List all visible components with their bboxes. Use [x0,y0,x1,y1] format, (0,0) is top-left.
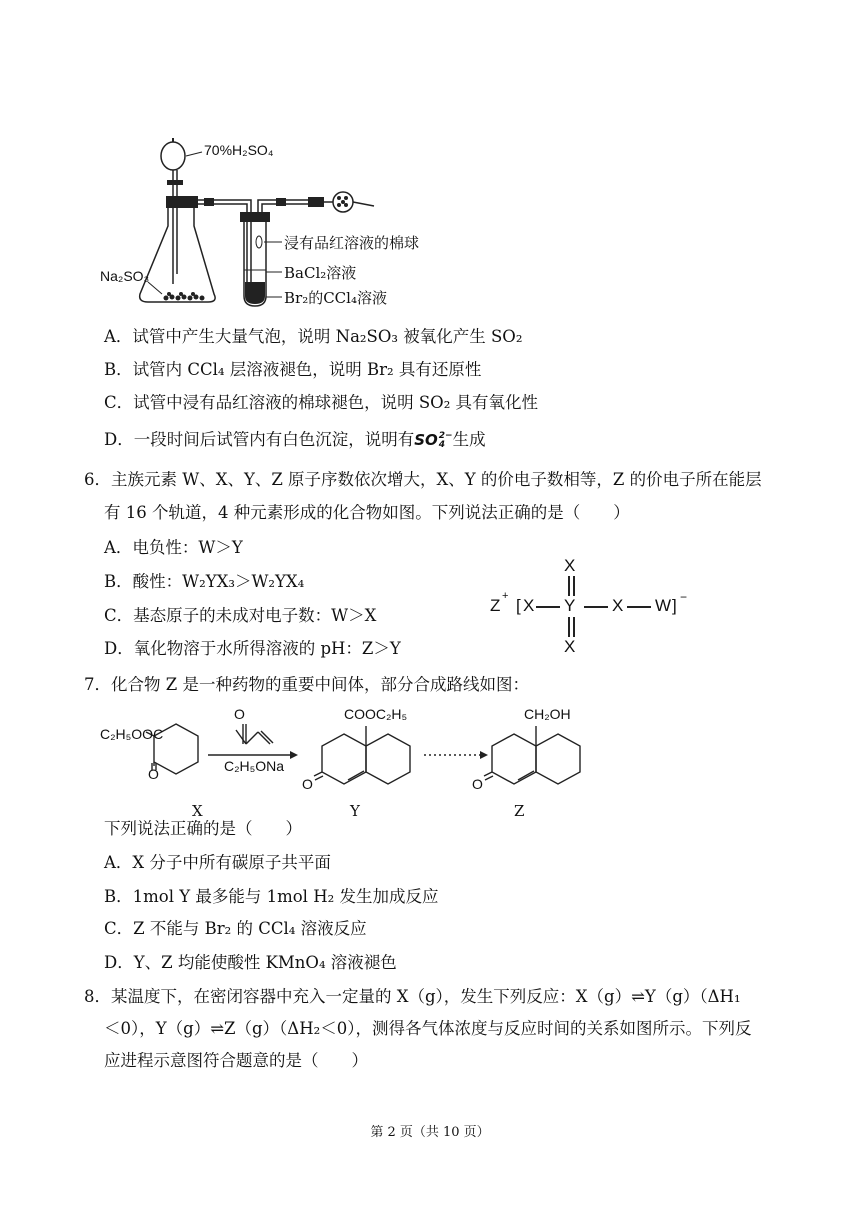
double-bond-top [568,576,570,596]
q6-option-a: A．电负性：W＞Y [104,538,243,557]
reagent-label: C₂H₅ONa [224,758,285,774]
q5-option-b: B．试管内 CCl₄ 层溶液褪色，说明 Br₂ 具有还原性 [104,360,482,379]
bond [584,606,608,608]
atom-y: Y [564,596,576,615]
q6-option-b: B．酸性：W₂YX₃＞W₂YX₄ [104,572,305,591]
q7-stem: 7．化合物 Z 是一种药物的重要中间体，部分合成路线如图： [84,675,529,694]
q6-option-d: D．氧化物溶于水所得溶液的 pH：Z＞Y [104,639,401,658]
q6-option-c: C．基态原子的未成对电子数：W＞X [104,606,377,625]
y-oxygen: O [302,776,313,792]
atom-x-top: X [564,556,576,575]
plus-charge: + [502,590,509,602]
z-alcohol-label: CH₂OH [524,706,571,722]
x-oxygen: O [148,766,159,782]
minus-charge: − [680,590,688,604]
atom-x-left: X [523,596,535,615]
atom-w: W [655,596,672,615]
q6-stem-line1: 6．主族元素 W、X、Y、Z 原子序数依次增大，X、Y 的价电子数相等，Z 的价电子所在能层 [84,470,762,489]
label-y: Y [350,802,360,820]
double-bond-bottom-2 [573,617,575,637]
x-ester-label: C₂H₅OOC [100,726,164,742]
reagent-oxygen: O [234,706,245,722]
q6-stem-line2: 有 16 个轨道，4 种元素形成的化合物如图。下列说法正确的是（ ） [104,503,630,522]
bond [627,606,651,608]
q8-line2: ＜0），Y（g）⇌Z（g）（ΔH₂＜0），测得各气体浓度与反应时间的关系如图所示。下列反 [104,1019,752,1038]
label-x: X [192,802,203,820]
q7-option-d: D．Y、Z 均能使酸性 KMnO₄ 溶液褪色 [104,953,397,972]
y-ester-label: COOC₂H₅ [344,706,408,722]
atom-x-right: X [612,596,624,615]
bond [536,606,560,608]
q8-line3: 应进程示意图符合题意的是（ ） [104,1051,368,1070]
flask-label: Na₂SO₃ [100,268,150,284]
q6-structure [490,556,700,656]
q7-option-a: A．X 分子中所有碳原子共平面 [104,853,331,872]
q5-option-d-tail: 生成 [452,430,486,449]
bacl2-label: BaCl₂溶液 [284,264,357,282]
q5-option-c: C．试管中浸有品红溶液的棉球褪色，说明 SO₂ 具有氧化性 [104,393,539,412]
sulfate-ion: SO 2− 4 [414,430,453,450]
apparatus-figure [96,134,426,314]
q7-option-b: B．1mol Y 最多能与 1mol H₂ 发生加成反应 [104,887,439,906]
q5-option-a: A．试管中产生大量气泡，说明 Na₂SO₃ 被氧化产生 SO₂ [104,327,523,346]
q7-prompt: 下列说法正确的是（ ） [104,819,302,838]
q8-line1: 8．某温度下，在密闭容器中充入一定量的 X（g），发生下列反应：X（g）⇌Y（g）（ΔH₁ [84,987,741,1006]
cotton-label: 浸有品红溶液的棉球 [284,234,420,252]
bracket-open: [ [516,596,521,615]
q5-option-d [104,429,486,451]
q7-option-c: C．Z 不能与 Br₂ 的 CCl₄ 溶液反应 [104,919,367,938]
double-bond-bottom [568,617,570,637]
cation-z: Z [490,596,501,615]
q7-synthesis-scheme [96,704,596,834]
z-oxygen: O [472,776,483,792]
bracket-close: ] [672,596,677,615]
label-z: Z [514,802,525,820]
q5-option-d-text: D．一段时间后试管内有白色沉淀，说明有 [104,430,415,449]
acid-label: 70%H₂SO₄ [204,142,274,158]
double-bond-top-2 [573,576,575,596]
page-footer: 第 2 页（共 10 页） [370,1125,490,1140]
atom-x-bottom: X [564,637,576,656]
br2-label: Br₂的CCl₄溶液 [284,289,387,307]
